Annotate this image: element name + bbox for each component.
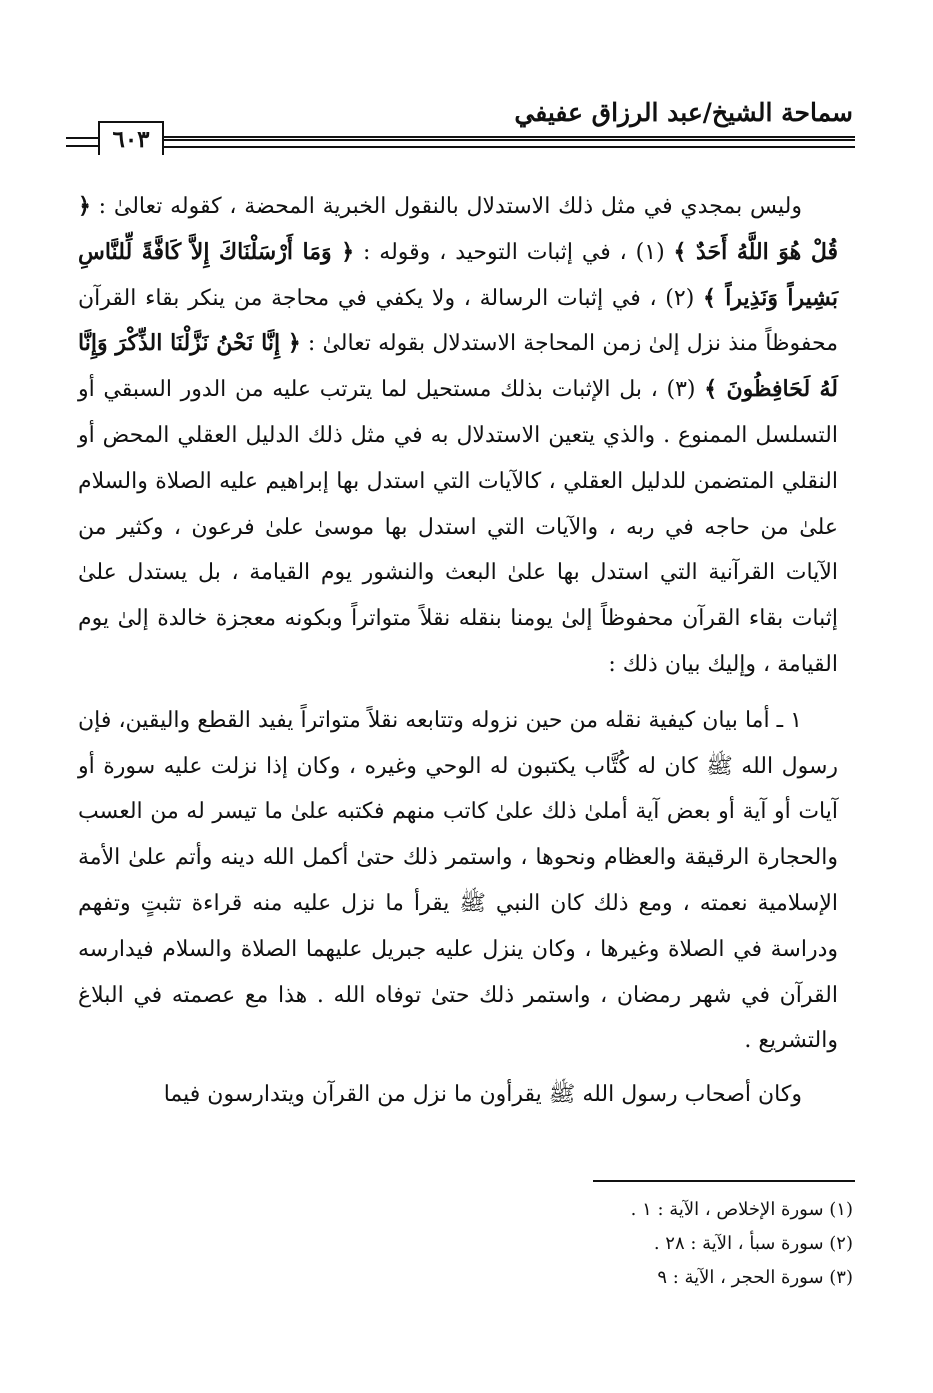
page-number: ٦٠٣ <box>98 121 164 155</box>
page-number-ornament <box>66 137 98 147</box>
text-segment: (٣) ، بل الإثبات بذلك مستحيل لما يترتب عليه من الدور السبقي أو التسلسل الممنوع . والذي يتعين الاستدلال به في مثل ذلك الدليل العقلي المحض أو النقلي المتضمن للدليل العقلي ، كالآيات التي استدل بها إبراهيم عليه الصلاة والسلام علىٰ من حاجه في ربه ، والآيات التي استدل بها موسىٰ علىٰ فرعون ، وكثير من الآيات القرآنية التي استدل بها علىٰ البعث والنشور يوم القيامة ، بل يستدل علىٰ إثبات بقاء القرآن محفوظاً إلىٰ يومنا بنقله نقلاً متواتراً وبكونه معجزة خالدة إلىٰ يوم القيامة ، وإليك بيان ذلك : <box>78 377 838 677</box>
body-text <box>78 184 838 1118</box>
paragraph <box>78 1072 838 1118</box>
footnote: (٢) سورة سبأ ، الآية : ٢٨ . <box>653 1233 853 1254</box>
running-header-title: سماحة الشيخ/عبد الرزاق عفيفي <box>514 98 853 127</box>
quran-verse: ﴿ قُلْ هُوَ اللَّهُ أَحَدٌ ﴾ <box>78 193 838 265</box>
footnote: (١) سورة الإخلاص ، الآية : ١ . <box>630 1199 853 1220</box>
paragraph <box>78 184 838 688</box>
text-segment: (١) ، في إثبات التوحيد ، وقوله : <box>354 239 674 265</box>
text-segment: ١ ـ أما بيان كيفية نقله من حين نزوله وتتابعه نقلاً متواتراً يفيد القطع واليقين، فإن رسول الله ﷺ كان له كُتَّاب يكتبون له الوحي وغيره ، وكان إذا نزلت عليه سورة أو آيات أو آية أو بعض آية أملىٰ ذلك علىٰ كاتب منهم فكتبه علىٰ ما تيسر له من العسب والحجارة الرقيقة والعظام ونحوها ، واستمر ذلك حتىٰ أكمل الله دينه وأتم علىٰ الأمة الإسلامية نعمته ، ومع ذلك كان النبي ﷺ يقرأ ما نزل عليه منه قراءة تثبتٍ وتفهم ودراسة في الصلاة وغيرها ، وكان ينزل عليه جبريل عليهما الصلاة والسلام فيدارسه القرآن في شهر رمضان ، واستمر ذلك حتىٰ توفاه الله . هذا مع عصمته في البلاغ والتشريع . <box>78 707 838 1054</box>
paragraph <box>78 698 838 1064</box>
text-segment: وليس بمجدي في مثل ذلك الاستدلال بالنقول الخبرية المحضة ، كقوله تعالىٰ : <box>90 194 802 219</box>
footnotes <box>433 1193 853 1295</box>
footnote-separator <box>593 1180 855 1182</box>
quran-verse: ﴿ إِنَّا نَحْنُ نَزَّلْنَا الذِّكْرَ وَإِنَّا لَهُ لَحَافِظُونَ ﴾ <box>78 330 838 403</box>
header-rule <box>160 136 855 148</box>
footnote: (٣) سورة الحجر ، الآية : ٩ <box>657 1267 853 1288</box>
text-segment: وكان أصحاب رسول الله ﷺ يقرأون ما نزل من القرآن ويتدارسون فيما <box>163 1082 802 1108</box>
text-segment: (٢) ، في إثبات الرسالة ، ولا يكفي في محاجة من ينكر بقاء القرآن محفوظاً منذ نزل إلىٰ زمن المحاجة الاستدلال بقوله تعالىٰ : <box>78 285 838 357</box>
quran-verse: ﴿ وَمَا أَرْسَلْنَاكَ إِلاَّ كَافَّةً لِّلنَّاسِ بَشِيراً وَنَذِيراً ﴾ <box>78 238 838 311</box>
